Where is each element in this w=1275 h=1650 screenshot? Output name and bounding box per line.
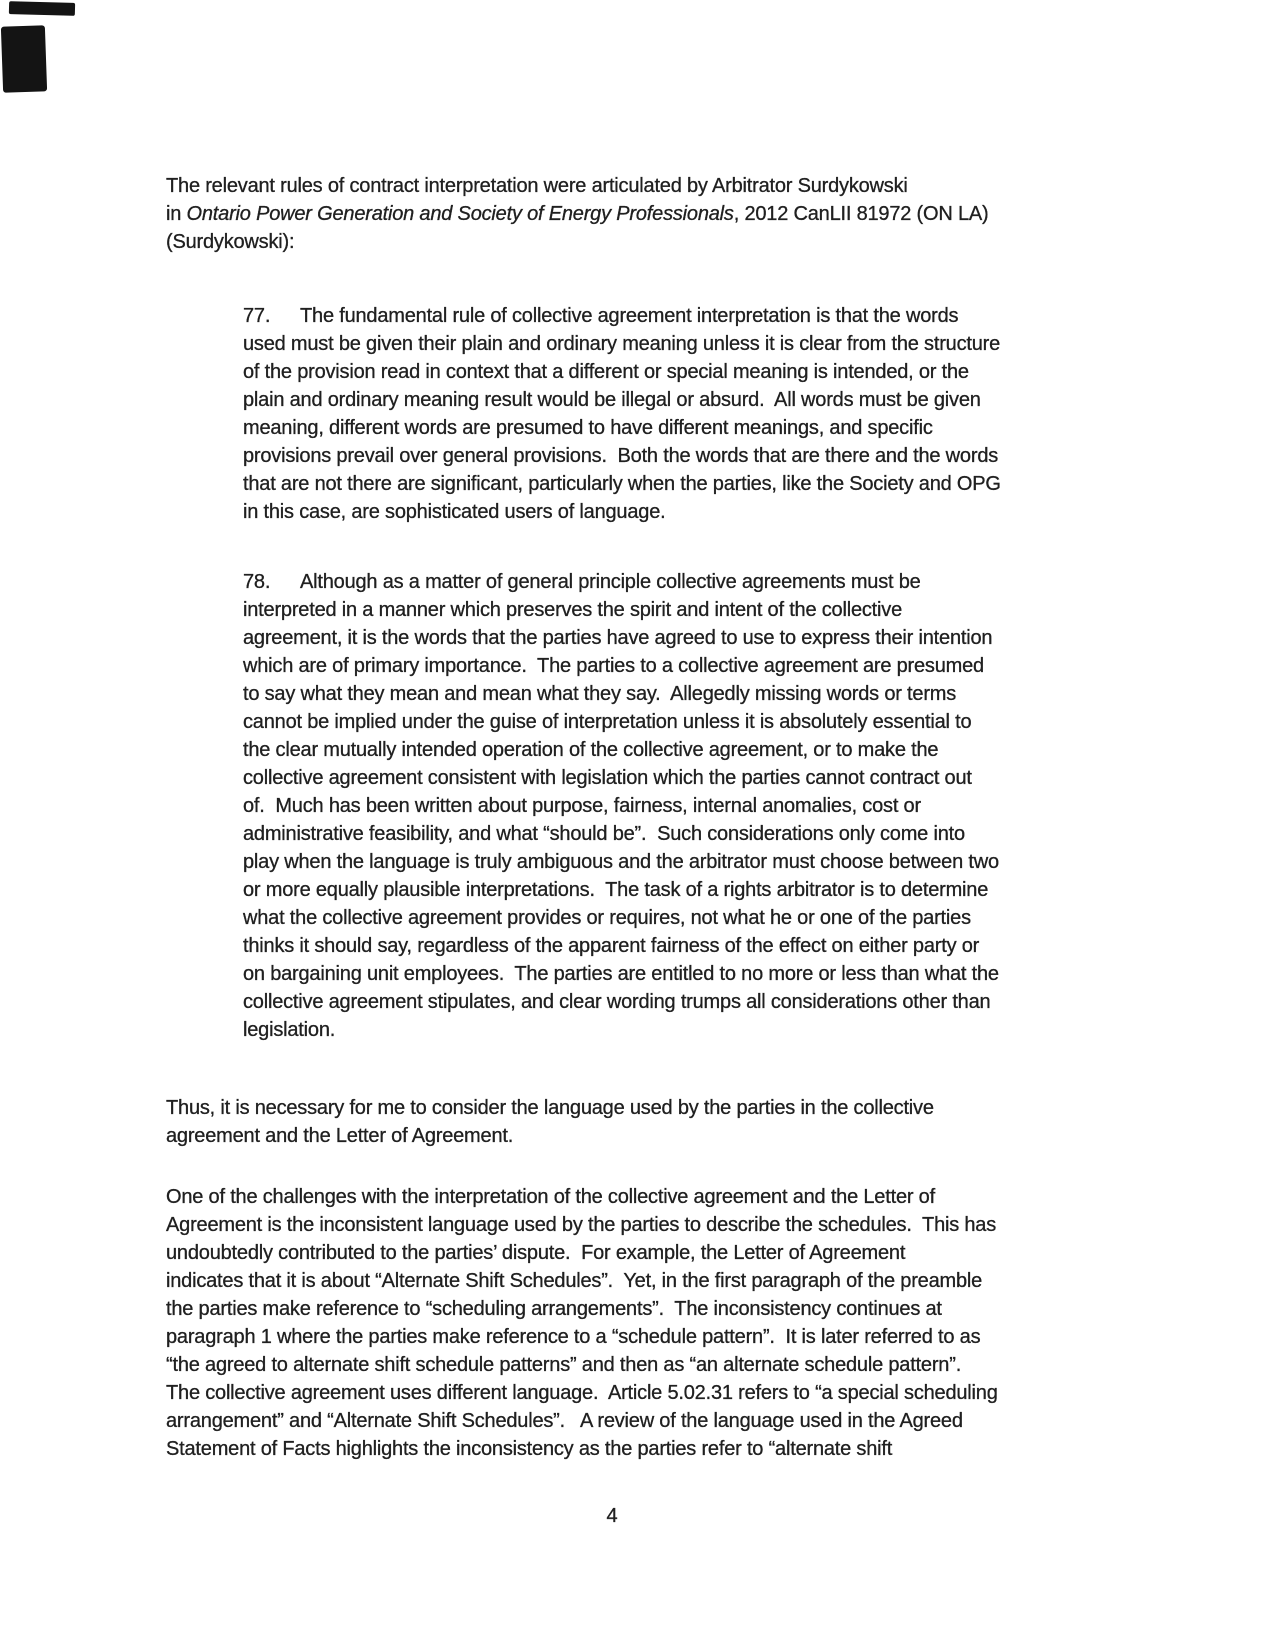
text-run: used must be given their plain and ordinary meaning unless it is clear from the structure bbox=[243, 333, 1001, 355]
quoted-paragraph-77 bbox=[166, 302, 1086, 526]
text-run: of. Much has been written about purpose, fairness, internal anomalies, cost or bbox=[243, 795, 921, 817]
text-line bbox=[243, 596, 1086, 624]
text-line bbox=[166, 1122, 1086, 1150]
text-run: thinks it should say, regardless of the apparent fairness of the effect on either party or bbox=[243, 935, 980, 957]
text-run: provisions prevail over general provisions. Both the words that are there and the words bbox=[243, 445, 999, 467]
text-line bbox=[243, 358, 1086, 386]
intro-citation-paragraph bbox=[166, 172, 1086, 256]
text-run: “the agreed to alternate shift schedule patterns” and then as “an alternate schedule pattern”. bbox=[166, 1354, 962, 1376]
text-run: arrangement” and “Alternate Shift Schedules”. A review of the language used in the Agreed bbox=[166, 1410, 963, 1432]
thus-paragraph bbox=[166, 1094, 1086, 1150]
text-run: The fundamental rule of collective agreement interpretation is that the words bbox=[300, 305, 959, 327]
text-line bbox=[243, 932, 1086, 960]
text-run: agreement, it is the words that the parties have agreed to use to express their intention bbox=[243, 627, 993, 649]
text-line bbox=[243, 498, 1086, 526]
text-line bbox=[166, 1295, 1086, 1323]
text-line bbox=[166, 1323, 1086, 1351]
text-line bbox=[166, 1211, 1086, 1239]
text-run: , 2012 CanLII 81972 (ON LA) bbox=[733, 203, 989, 225]
text-line bbox=[243, 988, 1086, 1016]
text-line bbox=[166, 228, 1086, 256]
text-run: legislation. bbox=[243, 1019, 336, 1041]
page-number: 4 bbox=[606, 1505, 618, 1527]
text-line bbox=[243, 904, 1086, 932]
text-run: (Surdykowski): bbox=[166, 231, 295, 253]
text-line bbox=[243, 1016, 1086, 1044]
text-run: administrative feasibility, and what “should be”. Such considerations only come into bbox=[243, 823, 965, 845]
text-run: Although as a matter of general principle collective agreements must be bbox=[300, 571, 921, 593]
text-line bbox=[243, 736, 1086, 764]
text-run: Agreement is the inconsistent language used by the parties to describe the schedules. This has bbox=[166, 1214, 997, 1236]
text-line bbox=[243, 848, 1086, 876]
text-run: of the provision read in context that a different or special meaning is intended, or the bbox=[243, 361, 969, 383]
quote-paragraph-number: 78. bbox=[243, 571, 271, 593]
text-run: The collective agreement uses different language. Article 5.02.31 refers to “a special scheduling bbox=[166, 1382, 998, 1404]
text-line bbox=[243, 624, 1086, 652]
text-line bbox=[243, 470, 1086, 498]
text-line bbox=[166, 200, 1086, 228]
text-line bbox=[243, 820, 1086, 848]
text-line bbox=[243, 568, 1086, 596]
text-line bbox=[166, 1239, 1086, 1267]
text-line bbox=[243, 792, 1086, 820]
text-run: collective agreement consistent with legislation which the parties cannot contract out bbox=[243, 767, 972, 789]
text-line bbox=[166, 172, 1086, 200]
text-line bbox=[166, 1407, 1086, 1435]
text-run: the parties make reference to “scheduling arrangements”. The inconsistency continues at bbox=[166, 1298, 942, 1320]
quoted-paragraph-78 bbox=[166, 568, 1086, 1044]
text-run: in bbox=[166, 203, 187, 225]
text-run: undoubtedly contributed to the parties’ dispute. For example, the Letter of Agreement bbox=[166, 1242, 906, 1264]
text-line bbox=[166, 1267, 1086, 1295]
text-run: indicates that it is about “Alternate Shift Schedules”. Yet, in the first paragraph of the preamble bbox=[166, 1270, 983, 1292]
text-run: One of the challenges with the interpretation of the collective agreement and the Letter of bbox=[166, 1186, 935, 1208]
text-line bbox=[166, 1094, 1086, 1122]
scan-artifact-left bbox=[1, 25, 47, 92]
text-run: interpreted in a manner which preserves the spirit and intent of the collective bbox=[243, 599, 903, 621]
text-line bbox=[243, 386, 1086, 414]
text-line bbox=[166, 1183, 1086, 1211]
text-line bbox=[243, 652, 1086, 680]
text-run: or more equally plausible interpretations. The task of a rights arbitrator is to determine bbox=[243, 879, 989, 901]
text-run: to say what they mean and mean what they say. Allegedly missing words or terms bbox=[243, 683, 957, 705]
text-line bbox=[243, 330, 1086, 358]
text-run: in this case, are sophisticated users of language. bbox=[243, 501, 666, 523]
text-run: Statement of Facts highlights the inconsistency as the parties refer to “alternate shift bbox=[166, 1438, 893, 1460]
text-run: agreement and the Letter of Agreement. bbox=[166, 1125, 514, 1147]
text-run: the clear mutually intended operation of the collective agreement, or to make the bbox=[243, 739, 939, 761]
text-line bbox=[243, 414, 1086, 442]
document-body bbox=[166, 172, 1086, 1463]
text-line bbox=[243, 302, 1086, 330]
text-run: which are of primary importance. The parties to a collective agreement are presumed bbox=[243, 655, 984, 677]
text-line bbox=[243, 764, 1086, 792]
text-line bbox=[166, 1435, 1086, 1463]
text-run: collective agreement stipulates, and clear wording trumps all considerations other than bbox=[243, 991, 991, 1013]
text-line bbox=[243, 708, 1086, 736]
text-run: meaning, different words are presumed to have different meanings, and specific bbox=[243, 417, 933, 439]
text-line bbox=[243, 442, 1086, 470]
text-line bbox=[243, 876, 1086, 904]
text-run: Thus, it is necessary for me to consider the language used by the parties in the collective bbox=[166, 1097, 934, 1119]
text-run: paragraph 1 where the parties make reference to a “schedule pattern”. It is later referred to as bbox=[166, 1326, 981, 1348]
text-line bbox=[243, 960, 1086, 988]
text-line bbox=[166, 1351, 1086, 1379]
challenges-paragraph bbox=[166, 1183, 1086, 1463]
text-run: play when the language is truly ambiguous and the arbitrator must choose between two bbox=[243, 851, 999, 873]
text-run: The relevant rules of contract interpretation were articulated by Arbitrator Surdykowski bbox=[166, 175, 908, 197]
case-name-italic: Ontario Power Generation and Society of Energy Professionals bbox=[186, 203, 734, 225]
text-run: plain and ordinary meaning result would be illegal or absurd. All words must be given bbox=[243, 389, 981, 411]
text-run: what the collective agreement provides or requires, not what he or one of the parties bbox=[243, 907, 971, 929]
scan-artifact-top bbox=[9, 1, 75, 16]
text-run: that are not there are significant, particularly when the parties, like the Society and OPG bbox=[243, 473, 1001, 495]
text-run: on bargaining unit employees. The parties are entitled to no more or less than what the bbox=[243, 963, 999, 985]
quote-paragraph-number: 77. bbox=[243, 305, 271, 327]
text-run: cannot be implied under the guise of interpretation unless it is absolutely essential to bbox=[243, 711, 972, 733]
text-line bbox=[166, 1379, 1086, 1407]
text-line bbox=[243, 680, 1086, 708]
